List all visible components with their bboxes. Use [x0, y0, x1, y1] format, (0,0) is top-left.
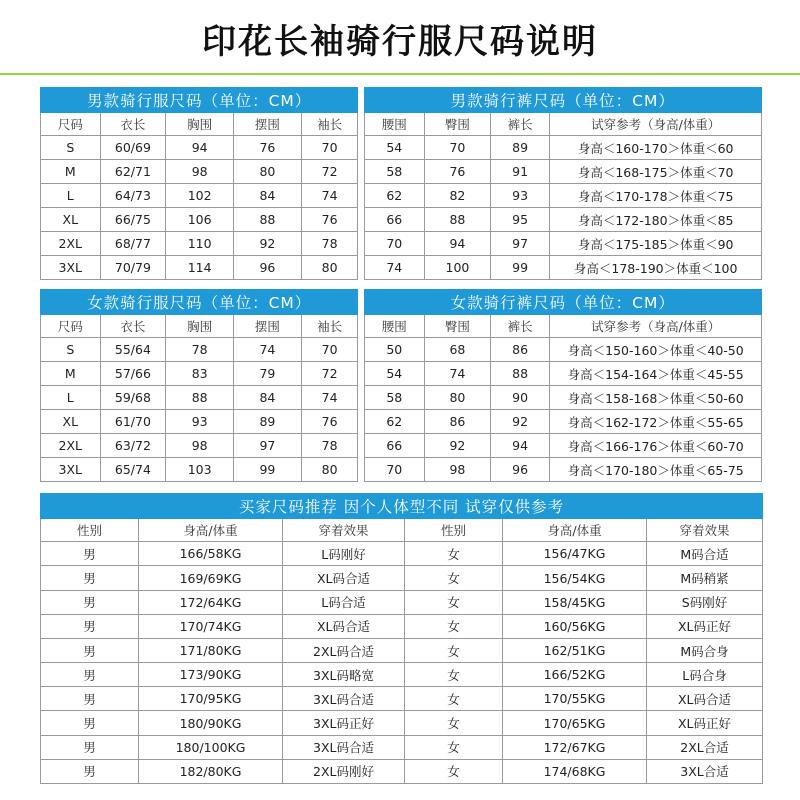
- table-cell: M码合身: [647, 638, 763, 662]
- table-cell: 男: [41, 759, 139, 783]
- table-cell: 94: [425, 232, 491, 256]
- buyer-recommendation-table: [40, 493, 763, 784]
- table-cell: 158/45KG: [503, 590, 647, 614]
- table-cell: 身高＜166-176＞体重＜60-70: [550, 434, 762, 458]
- table-cell: 74: [301, 386, 358, 410]
- column-header: 臀围: [425, 113, 491, 136]
- table-cell: 91: [490, 160, 550, 184]
- table-cell: 94: [490, 434, 550, 458]
- table-cell: 62/71: [100, 160, 166, 184]
- table-cell: 男: [41, 735, 139, 759]
- column-header: 腰围: [364, 315, 425, 338]
- column-header: 摆围: [234, 113, 302, 136]
- table-cell: 78: [301, 434, 358, 458]
- header-row: [41, 113, 762, 136]
- column-header: 穿着效果: [647, 519, 763, 542]
- table-cell: 男: [41, 542, 139, 566]
- column-header: 尺码: [41, 113, 101, 136]
- table-cell: S码刚好: [647, 590, 763, 614]
- table-cell: 83: [166, 362, 234, 386]
- table-cell: 88: [425, 208, 491, 232]
- table-cell: 70/79: [100, 256, 166, 280]
- table-cell: M: [41, 160, 101, 184]
- table-cell: 54: [364, 362, 425, 386]
- table-cell: 身高＜170-178＞体重＜75: [550, 184, 762, 208]
- table-cell: 3XL码合适: [283, 735, 405, 759]
- table-cell: 76: [425, 160, 491, 184]
- table-cell: 160/56KG: [503, 614, 647, 638]
- table-cell: 60/69: [100, 136, 166, 160]
- table-cell: 173/90KG: [139, 663, 283, 687]
- column-header: 摆围: [234, 315, 302, 338]
- table-cell: 70: [301, 136, 358, 160]
- column-header: 腰围: [364, 113, 425, 136]
- table-cell: 身高＜162-172＞体重＜55-65: [550, 410, 762, 434]
- table-cell: 2XL码合适: [283, 638, 405, 662]
- table-cell: 99: [490, 256, 550, 280]
- column-header: 试穿参考（身高/体重）: [550, 315, 762, 338]
- section-title-tops: 男款骑行服尺码（单位：CM）: [41, 88, 358, 113]
- table-cell: L: [41, 184, 101, 208]
- table-cell: 92: [425, 434, 491, 458]
- table-cell: 80: [301, 458, 358, 482]
- table-cell: 女: [405, 590, 503, 614]
- table-cell: L: [41, 386, 101, 410]
- column-header: 身高/体重: [139, 519, 283, 542]
- table-row: [41, 759, 763, 783]
- table-cell: L码刚好: [283, 542, 405, 566]
- table-cell: 62: [364, 410, 425, 434]
- table-cell: 72: [301, 160, 358, 184]
- column-header: 身高/体重: [503, 519, 647, 542]
- column-header: 胸围: [166, 113, 234, 136]
- table-cell: 2XL码刚好: [283, 759, 405, 783]
- table-cell: 男: [41, 663, 139, 687]
- table-cell: 171/80KG: [139, 638, 283, 662]
- table-cell: 98: [166, 160, 234, 184]
- column-header: 性别: [405, 519, 503, 542]
- column-header: 穿着效果: [283, 519, 405, 542]
- table-cell: 103: [166, 458, 234, 482]
- table-cell: 女: [405, 638, 503, 662]
- table-cell: 97: [490, 232, 550, 256]
- section-title-tops: 女款骑行服尺码（单位：CM）: [41, 290, 358, 315]
- table-cell: 70: [301, 338, 358, 362]
- table-cell: 3XL码合适: [283, 687, 405, 711]
- table-row: [41, 542, 763, 566]
- table-cell: 74: [234, 338, 302, 362]
- column-header: 尺码: [41, 315, 101, 338]
- table-cell: 女: [405, 735, 503, 759]
- table-cell: 170/95KG: [139, 687, 283, 711]
- column-header: 试穿参考（身高/体重）: [550, 113, 762, 136]
- table-row: [41, 614, 763, 638]
- table-cell: 170/55KG: [503, 687, 647, 711]
- table-cell: 88: [166, 386, 234, 410]
- table-cell: 男: [41, 566, 139, 590]
- table-cell: 女: [405, 711, 503, 735]
- table-cell: 74: [425, 362, 491, 386]
- column-header: 性别: [41, 519, 139, 542]
- table-cell: 76: [301, 410, 358, 434]
- table-cell: 84: [234, 184, 302, 208]
- table-cell: 3XL: [41, 256, 101, 280]
- table-row: [41, 638, 763, 662]
- table-cell: 女: [405, 542, 503, 566]
- table-cell: 66/75: [100, 208, 166, 232]
- table-cell: XL: [41, 410, 101, 434]
- table-cell: 身高＜150-160＞体重＜40-50: [550, 338, 762, 362]
- table-cell: 身高＜178-190＞体重＜100: [550, 256, 762, 280]
- table-cell: 96: [234, 256, 302, 280]
- table-row: [41, 232, 762, 256]
- table-cell: 男: [41, 687, 139, 711]
- table-cell: 男: [41, 711, 139, 735]
- table-cell: L码合身: [647, 663, 763, 687]
- table-cell: 64/73: [100, 184, 166, 208]
- table-cell: 身高＜175-185＞体重＜90: [550, 232, 762, 256]
- section-title-buyer: 买家尺码推荐 因个人体型不同 试穿仅供参考: [41, 494, 763, 519]
- table-cell: 89: [234, 410, 302, 434]
- table-cell: 59/68: [100, 386, 166, 410]
- table-row: [41, 458, 762, 482]
- table-row: [41, 362, 762, 386]
- table-cell: 身高＜170-180＞体重＜65-75: [550, 458, 762, 482]
- table-cell: 82: [425, 184, 491, 208]
- table-cell: 93: [166, 410, 234, 434]
- men-size-table: [40, 87, 762, 280]
- table-cell: 70: [425, 136, 491, 160]
- table-cell: 92: [490, 410, 550, 434]
- table-cell: XL码合适: [283, 566, 405, 590]
- table-cell: 89: [490, 136, 550, 160]
- title-divider: [0, 73, 800, 75]
- table-cell: 74: [301, 184, 358, 208]
- table-cell: 女: [405, 687, 503, 711]
- table-cell: 61/70: [100, 410, 166, 434]
- table-cell: 76: [301, 208, 358, 232]
- table-cell: 102: [166, 184, 234, 208]
- table-cell: 68/77: [100, 232, 166, 256]
- table-cell: 2XL合适: [647, 735, 763, 759]
- table-cell: XL码合适: [647, 687, 763, 711]
- table-cell: 169/69KG: [139, 566, 283, 590]
- table-cell: 58: [364, 160, 425, 184]
- table-cell: 身高＜168-175＞体重＜70: [550, 160, 762, 184]
- column-header: 裤长: [490, 315, 550, 338]
- women-size-table: [40, 289, 762, 482]
- table-cell: 55/64: [100, 338, 166, 362]
- table-cell: XL码正好: [647, 614, 763, 638]
- page-title: 印花长袖骑行服尺码说明: [202, 22, 598, 62]
- table-cell: 74: [364, 256, 425, 280]
- table-row: [41, 434, 762, 458]
- table-cell: 182/80KG: [139, 759, 283, 783]
- table-row: [41, 184, 762, 208]
- table-cell: 58: [364, 386, 425, 410]
- column-header: 衣长: [100, 113, 166, 136]
- table-cell: 身高＜172-180＞体重＜85: [550, 208, 762, 232]
- table-cell: 166/58KG: [139, 542, 283, 566]
- table-cell: 76: [234, 136, 302, 160]
- table-cell: 3XL合适: [647, 759, 763, 783]
- table-cell: 86: [490, 338, 550, 362]
- table-cell: 88: [490, 362, 550, 386]
- table-cell: M码稍紧: [647, 566, 763, 590]
- table-cell: 84: [234, 386, 302, 410]
- table-cell: 94: [166, 136, 234, 160]
- table-cell: 50: [364, 338, 425, 362]
- header-row: [41, 519, 763, 542]
- section-title-pants: 男款骑行裤尺码（单位：CM）: [364, 88, 762, 113]
- table-cell: 170/65KG: [503, 711, 647, 735]
- table-cell: 3XL码正好: [283, 711, 405, 735]
- column-header: 臀围: [425, 315, 491, 338]
- table-cell: 2XL: [41, 434, 101, 458]
- table-cell: 88: [234, 208, 302, 232]
- table-cell: 男: [41, 590, 139, 614]
- table-cell: L码合适: [283, 590, 405, 614]
- table-cell: 106: [166, 208, 234, 232]
- table-cell: 100: [425, 256, 491, 280]
- table-cell: 172/67KG: [503, 735, 647, 759]
- table-cell: 女: [405, 566, 503, 590]
- table-cell: M码合适: [647, 542, 763, 566]
- table-cell: 70: [364, 232, 425, 256]
- table-row: [41, 687, 763, 711]
- column-header: 袖长: [301, 113, 358, 136]
- table-row: [41, 136, 762, 160]
- table-cell: 70: [364, 458, 425, 482]
- table-cell: 身高＜158-168＞体重＜50-60: [550, 386, 762, 410]
- table-row: [41, 566, 763, 590]
- column-header: 衣长: [100, 315, 166, 338]
- table-cell: 女: [405, 614, 503, 638]
- table-cell: 174/68KG: [503, 759, 647, 783]
- table-cell: 172/64KG: [139, 590, 283, 614]
- table-cell: 86: [425, 410, 491, 434]
- table-row: [41, 590, 763, 614]
- table-cell: 90: [490, 386, 550, 410]
- table-row: [41, 256, 762, 280]
- table-cell: 97: [234, 434, 302, 458]
- table-cell: 98: [425, 458, 491, 482]
- table-cell: 女: [405, 759, 503, 783]
- table-cell: 156/54KG: [503, 566, 647, 590]
- column-header: 裤长: [490, 113, 550, 136]
- table-cell: 78: [166, 338, 234, 362]
- table-cell: 68: [425, 338, 491, 362]
- table-cell: 92: [234, 232, 302, 256]
- table-cell: 男: [41, 638, 139, 662]
- table-row: [41, 208, 762, 232]
- table-cell: 65/74: [100, 458, 166, 482]
- table-row: [41, 338, 762, 362]
- table-row: [41, 711, 763, 735]
- table-row: [41, 735, 763, 759]
- column-header: 袖长: [301, 315, 358, 338]
- table-cell: 3XL码略宽: [283, 663, 405, 687]
- table-cell: 57/66: [100, 362, 166, 386]
- table-row: [41, 160, 762, 184]
- table-cell: 身高＜154-164＞体重＜45-55: [550, 362, 762, 386]
- table-row: [41, 386, 762, 410]
- table-cell: 180/90KG: [139, 711, 283, 735]
- table-cell: XL码合适: [283, 614, 405, 638]
- table-cell: 80: [234, 160, 302, 184]
- table-cell: 66: [364, 208, 425, 232]
- table-cell: 93: [490, 184, 550, 208]
- table-cell: M: [41, 362, 101, 386]
- column-header: 胸围: [166, 315, 234, 338]
- table-cell: 78: [301, 232, 358, 256]
- table-cell: S: [41, 338, 101, 362]
- section-title-pants: 女款骑行裤尺码（单位：CM）: [364, 290, 762, 315]
- table-cell: 162/51KG: [503, 638, 647, 662]
- table-row: [41, 663, 763, 687]
- table-cell: 96: [490, 458, 550, 482]
- table-cell: 156/47KG: [503, 542, 647, 566]
- table-cell: 54: [364, 136, 425, 160]
- table-cell: 72: [301, 362, 358, 386]
- table-cell: 80: [301, 256, 358, 280]
- table-cell: 95: [490, 208, 550, 232]
- table-cell: 110: [166, 232, 234, 256]
- table-cell: 女: [405, 663, 503, 687]
- table-cell: XL码正好: [647, 711, 763, 735]
- table-cell: 3XL: [41, 458, 101, 482]
- table-cell: 男: [41, 614, 139, 638]
- table-cell: 114: [166, 256, 234, 280]
- table-cell: 99: [234, 458, 302, 482]
- table-cell: 98: [166, 434, 234, 458]
- table-cell: 63/72: [100, 434, 166, 458]
- table-cell: 身高＜160-170＞体重＜60: [550, 136, 762, 160]
- table-cell: 79: [234, 362, 302, 386]
- table-cell: 2XL: [41, 232, 101, 256]
- table-cell: 170/74KG: [139, 614, 283, 638]
- table-row: [41, 410, 762, 434]
- table-cell: 66: [364, 434, 425, 458]
- table-cell: 180/100KG: [139, 735, 283, 759]
- table-cell: 62: [364, 184, 425, 208]
- header-row: [41, 315, 762, 338]
- table-cell: 80: [425, 386, 491, 410]
- table-cell: 166/52KG: [503, 663, 647, 687]
- table-cell: S: [41, 136, 101, 160]
- table-cell: XL: [41, 208, 101, 232]
